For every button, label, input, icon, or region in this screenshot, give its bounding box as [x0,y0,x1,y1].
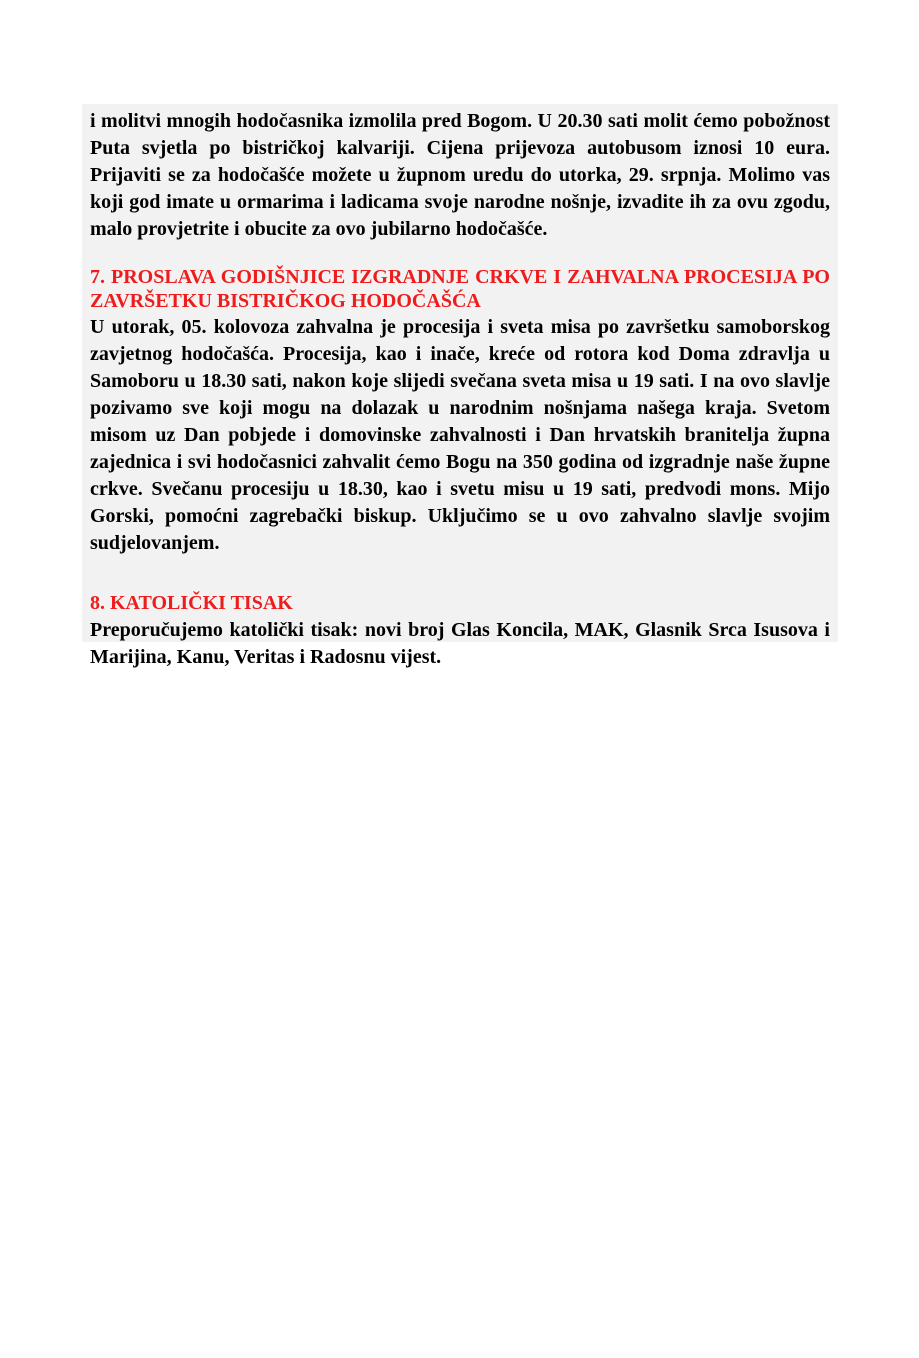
section-7-paragraph: U utorak, 05. kolovoza zahvalna je procesija i sveta misa po završetku samoborskog zavjetnog hodočašća. Procesija, kao i inače, kreće od rotora kod Doma zdravlja u Samoboru u 18.30 sati, nakon koje slijedi svečana sveta misa u 19 sati. I na ovo slavlje pozivamo sve koji mogu na dolazak u narodnim nošnjama našega kraja. Svetom misom uz Dan pobjede i domovinske zahvalnosti i Dan hrvatskih branitelja župna zajednica i svi hodočasnici zahvalit ćemo Bogu na 350 godina od izgradnje naše župne crkve. Svečanu procesiju u 18.30, kao i svetu misu u 19 sati, predvodi mons. Mijo Gorski, pomoćni zagrebački biskup. Uključimo se u ovo zahvalno slavlje svojim sudjelovanjem. [90,316,830,554]
intro-paragraph: i molitvi mnogih hodočasnika izmolila pred Bogom. U 20.30 sati molit ćemo pobožnost Puta svjetla po bistričkoj kalvariji. Cijena prijevoza autobusom iznosi 10 eura. Prijaviti se za hodočašće možete u župnom uredu do utorka, 29. srpnja. Molimo vas koji god imate u ormarima i ladicama svoje narodne nošnje, izvadite ih za ovu zgodu, malo provjetrite i obucite za ovo jubilarno hodočašće. [90,110,830,240]
section-8-paragraph: Preporučujemo katolički tisak: novi broj Glas Koncila, MAK, Glasnik Srca Isusova i Marijina, Kanu, Veritas i Radosnu vijest. [90,619,830,668]
section-8-heading: 8. KATOLIČKI TISAK [90,592,293,614]
section-7-heading: 7. PROSLAVA GODIŠNJICE IZGRADNJE CRKVE I ZAHVALNA PROCESIJA PO ZAVRŠETKU BISTRIČKOG HODOČAŠĆA [90,266,830,312]
document-content [90,108,830,671]
